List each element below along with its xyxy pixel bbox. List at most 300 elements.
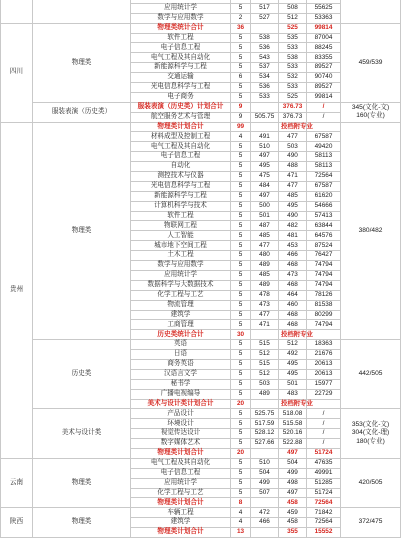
rank-cell: / xyxy=(307,102,341,112)
years-cell: 9 xyxy=(231,112,251,122)
min-score-cell: 468 xyxy=(279,320,307,330)
min-score-cell: 495 xyxy=(279,359,307,369)
min-score-cell: 453 xyxy=(279,241,307,251)
category-cell: 物理类 xyxy=(33,458,131,507)
years-cell: 5 xyxy=(231,241,251,251)
max-score-cell: 543 xyxy=(251,53,279,63)
min-score-cell: 468 xyxy=(279,261,307,271)
min-score-cell: 466 xyxy=(279,251,307,261)
min-score-cell: 464 xyxy=(279,290,307,300)
rank-cell: 58113 xyxy=(307,162,341,172)
max-score-cell: 472 xyxy=(251,508,279,518)
rank-cell: / xyxy=(307,439,341,449)
control-line-value: 353(文化-文) xyxy=(351,421,390,429)
min-score-cell: 533 xyxy=(279,83,307,93)
major-cell: 车辆工程 xyxy=(131,508,231,518)
rank-cell: 51285 xyxy=(307,478,341,488)
years-cell: 5 xyxy=(231,359,251,369)
years-cell: 5 xyxy=(231,83,251,93)
rank-cell: 63844 xyxy=(307,221,341,231)
major-cell: 物联网工程 xyxy=(131,221,231,231)
rank-cell: / xyxy=(307,112,341,122)
rank-cell: 53363 xyxy=(307,13,341,23)
years-cell: 5 xyxy=(231,142,251,152)
control-line-value: 345(文化-文) xyxy=(351,103,390,111)
major-cell: 应用统计学 xyxy=(131,270,231,280)
years-cell: 5 xyxy=(231,3,251,13)
category-cell: 美术与设计类 xyxy=(33,409,131,458)
major-cell: 城市地下空间工程 xyxy=(131,241,231,251)
years-cell: 5 xyxy=(231,251,251,261)
control-line-value: 304(文化-理) xyxy=(351,429,390,437)
years-cell: 6 xyxy=(231,73,251,83)
min-score-cell: 468 xyxy=(279,280,307,290)
years-cell: 5 xyxy=(231,201,251,211)
years-cell: 5 xyxy=(231,458,251,468)
years-cell: 4 xyxy=(231,132,251,142)
max-score-cell: 515 xyxy=(251,359,279,369)
major-cell: 光电信息科学与工程 xyxy=(131,83,231,93)
max-score-cell: 499 xyxy=(251,478,279,488)
rank-cell: / xyxy=(307,409,341,419)
years-cell: 5 xyxy=(231,33,251,43)
years-cell: 5 xyxy=(231,261,251,271)
min-score-cell: 投档附专业 xyxy=(279,399,307,409)
major-cell: 应用统计学 xyxy=(131,478,231,488)
min-score-cell: 508 xyxy=(279,3,307,13)
years-cell: 5 xyxy=(231,53,251,63)
control-line-value: 380/482 xyxy=(358,226,383,234)
years-cell: 5 xyxy=(231,419,251,429)
max-score-cell: 512 xyxy=(251,369,279,379)
min-score-cell: 492 xyxy=(279,350,307,360)
max-score-cell xyxy=(251,528,279,538)
max-score-cell xyxy=(251,399,279,409)
max-score-cell: 504 xyxy=(251,468,279,478)
max-score-cell: 495 xyxy=(251,162,279,172)
max-score-cell: 510 xyxy=(251,142,279,152)
max-score-cell: 497 xyxy=(251,152,279,162)
rank-cell: 80299 xyxy=(307,310,341,320)
major-cell: 英语 xyxy=(131,340,231,350)
years-cell: 30 xyxy=(231,330,251,340)
years-cell: 5 xyxy=(231,152,251,162)
max-score-cell: 536 xyxy=(251,83,279,93)
province-cell xyxy=(1,0,33,23)
table-row xyxy=(1,508,401,518)
max-score-cell xyxy=(251,122,279,132)
max-score-cell: 534 xyxy=(251,73,279,83)
province-cell: 四川 xyxy=(1,23,33,122)
major-cell: 电气工程及其自动化 xyxy=(131,142,231,152)
years-cell: 5 xyxy=(231,429,251,439)
rank-cell: 55625 xyxy=(307,3,341,13)
category-cell: 物理类 xyxy=(33,508,131,538)
rank-cell: 72564 xyxy=(307,518,341,528)
years-cell: 99 xyxy=(231,122,251,132)
max-score-cell xyxy=(251,102,279,112)
table-row xyxy=(1,340,401,350)
major-cell: 数字媒体艺术 xyxy=(131,439,231,449)
max-score-cell: 477 xyxy=(251,241,279,251)
min-score-cell: 532 xyxy=(279,73,307,83)
years-cell: 5 xyxy=(231,181,251,191)
max-score-cell xyxy=(251,23,279,33)
max-score-cell: 510 xyxy=(251,458,279,468)
province-cell: 陕西 xyxy=(1,508,33,538)
major-cell: 物流管理 xyxy=(131,300,231,310)
min-score-cell: 481 xyxy=(279,231,307,241)
rank-cell: 61620 xyxy=(307,191,341,201)
major-cell: 产品设计 xyxy=(131,409,231,419)
max-score-cell: 538 xyxy=(251,33,279,43)
rank-cell: 22729 xyxy=(307,389,341,399)
major-cell: 电子信息工程 xyxy=(131,43,231,53)
rank-cell: 88245 xyxy=(307,43,341,53)
years-cell: 5 xyxy=(231,340,251,350)
province-cell: 贵州 xyxy=(1,122,33,458)
major-cell: 交通运输 xyxy=(131,73,231,83)
major-cell: 秘书学 xyxy=(131,379,231,389)
years-cell: 5 xyxy=(231,488,251,498)
max-score-cell: 533 xyxy=(251,92,279,102)
rank-cell: 76427 xyxy=(307,251,341,261)
control-line-cell xyxy=(341,508,401,538)
max-score-cell: 478 xyxy=(251,290,279,300)
max-score-cell xyxy=(251,448,279,458)
years-cell: 20 xyxy=(231,448,251,458)
max-score-cell: 489 xyxy=(251,261,279,271)
max-score-cell: 512 xyxy=(251,350,279,360)
years-cell: 5 xyxy=(231,409,251,419)
max-score-cell: 507 xyxy=(251,488,279,498)
rank-cell: 99814 xyxy=(307,23,341,33)
rank-cell: 74794 xyxy=(307,280,341,290)
major-cell: 化学工程与工艺 xyxy=(131,488,231,498)
control-line-value: 160(专业) xyxy=(356,112,385,120)
major-cell: 电子商务 xyxy=(131,92,231,102)
min-score-cell: 471 xyxy=(279,172,307,182)
years-cell: 9 xyxy=(231,102,251,112)
rank-cell: 71842 xyxy=(307,508,341,518)
rank-cell: 20613 xyxy=(307,359,341,369)
major-cell: 服装表演（历史类）计划合计 xyxy=(131,102,231,112)
rank-cell: 87524 xyxy=(307,241,341,251)
major-cell: 环境设计 xyxy=(131,419,231,429)
min-score-cell: 477 xyxy=(279,181,307,191)
table-summary-row xyxy=(1,23,401,33)
max-score-cell: 500 xyxy=(251,201,279,211)
years-cell: 5 xyxy=(231,369,251,379)
rank-cell: / xyxy=(307,429,341,439)
major-cell: 光电信息科学与工程 xyxy=(131,181,231,191)
major-cell: 建筑学 xyxy=(131,518,231,528)
rank-cell: 58113 xyxy=(307,152,341,162)
min-score-cell: 499 xyxy=(279,468,307,478)
min-score-cell: 512 xyxy=(279,13,307,23)
max-score-cell: 536 xyxy=(251,43,279,53)
min-score-cell: 533 xyxy=(279,63,307,73)
min-score-cell: 460 xyxy=(279,300,307,310)
rank-cell: 49991 xyxy=(307,468,341,478)
rank-cell: 15552 xyxy=(307,528,341,538)
major-cell: 电气工程及其自动化 xyxy=(131,53,231,63)
major-cell: 人工智能 xyxy=(131,231,231,241)
max-score-cell: 475 xyxy=(251,172,279,182)
rank-cell: 74794 xyxy=(307,270,341,280)
years-cell: 5 xyxy=(231,350,251,360)
category-cell: 历史类 xyxy=(33,340,131,409)
category-cell: 物理类 xyxy=(33,122,131,340)
major-cell: 日语 xyxy=(131,350,231,360)
major-cell: 电子信息工程 xyxy=(131,468,231,478)
rank-cell: 72564 xyxy=(307,172,341,182)
max-score-cell: 505.75 xyxy=(251,112,279,122)
max-score-cell: 497 xyxy=(251,191,279,201)
min-score-cell: 525 xyxy=(279,23,307,33)
rank-cell: 74794 xyxy=(307,261,341,271)
years-cell: 5 xyxy=(231,270,251,280)
rank-cell: 18363 xyxy=(307,340,341,350)
min-score-cell: 501 xyxy=(279,379,307,389)
rank-cell: 57413 xyxy=(307,211,341,221)
rank-cell: 90740 xyxy=(307,73,341,83)
major-cell: 商务英语 xyxy=(131,359,231,369)
max-score-cell: 491 xyxy=(251,132,279,142)
years-cell: 5 xyxy=(231,439,251,449)
min-score-cell: 503 xyxy=(279,142,307,152)
max-score-cell: 517.59 xyxy=(251,419,279,429)
major-cell: 物理类计划合计 xyxy=(131,448,231,458)
control-line-cell xyxy=(341,102,401,122)
control-line-value: 180(专业) xyxy=(356,437,385,445)
min-score-cell: 535 xyxy=(279,33,307,43)
max-score-cell: 528.12 xyxy=(251,429,279,439)
max-score-cell: 477 xyxy=(251,310,279,320)
min-score-cell: 533 xyxy=(279,43,307,53)
min-score-cell: 525 xyxy=(279,92,307,102)
max-score-cell: 517 xyxy=(251,3,279,13)
control-line-cell xyxy=(341,458,401,507)
min-score-cell: 376.73 xyxy=(279,112,307,122)
years-cell: 5 xyxy=(231,468,251,478)
min-score-cell: 495 xyxy=(279,201,307,211)
major-cell: 新能源科学与工程 xyxy=(131,191,231,201)
major-cell: 应用统计学 xyxy=(131,3,231,13)
rank-cell: 87004 xyxy=(307,33,341,43)
rank-cell: 78126 xyxy=(307,290,341,300)
min-score-cell: 458 xyxy=(279,518,307,528)
max-score-cell: 485 xyxy=(251,231,279,241)
min-score-cell: 490 xyxy=(279,152,307,162)
min-score-cell: 投档附专业 xyxy=(279,330,307,340)
min-score-cell: 522.88 xyxy=(279,439,307,449)
years-cell: 5 xyxy=(231,43,251,53)
years-cell: 5 xyxy=(231,92,251,102)
max-score-cell: 515 xyxy=(251,340,279,350)
rank-cell: 81538 xyxy=(307,300,341,310)
rank-cell: 72564 xyxy=(307,498,341,508)
max-score-cell: 471 xyxy=(251,320,279,330)
years-cell: 5 xyxy=(231,191,251,201)
rank-cell: 64576 xyxy=(307,231,341,241)
max-score-cell: 501 xyxy=(251,211,279,221)
years-cell: 5 xyxy=(231,280,251,290)
table-summary-row xyxy=(1,102,401,112)
province-cell: 云南 xyxy=(1,458,33,507)
major-cell: 土木工程 xyxy=(131,251,231,261)
min-score-cell: 488 xyxy=(279,162,307,172)
table-row xyxy=(1,458,401,468)
control-line-cell xyxy=(341,23,401,102)
years-cell: 5 xyxy=(231,310,251,320)
major-cell: 美术与设计类计划合计 xyxy=(131,399,231,409)
years-cell: 5 xyxy=(231,478,251,488)
major-cell: 化学工程与工艺 xyxy=(131,290,231,300)
min-score-cell: 483 xyxy=(279,389,307,399)
major-cell: 计算机科学与技术 xyxy=(131,201,231,211)
min-score-cell: 459 xyxy=(279,508,307,518)
min-score-cell: 498 xyxy=(279,478,307,488)
major-cell: 测控技术与仪器 xyxy=(131,172,231,182)
rank-cell: 67587 xyxy=(307,132,341,142)
years-cell: 5 xyxy=(231,290,251,300)
control-line-value: 459/539 xyxy=(358,58,383,66)
major-cell: 建筑学 xyxy=(131,310,231,320)
major-cell: 航空服务艺术与管理 xyxy=(131,112,231,122)
years-cell: 5 xyxy=(231,389,251,399)
max-score-cell: 485 xyxy=(251,270,279,280)
min-score-cell: 468 xyxy=(279,310,307,320)
rank-cell: 51724 xyxy=(307,488,341,498)
years-cell: 20 xyxy=(231,399,251,409)
major-cell: 物理类统计合计 xyxy=(131,23,231,33)
category-cell xyxy=(33,0,131,23)
max-score-cell: 525.75 xyxy=(251,409,279,419)
years-cell: 5 xyxy=(231,221,251,231)
major-cell: 历史类统计合计 xyxy=(131,330,231,340)
major-cell: 数学与应用数学 xyxy=(131,13,231,23)
min-score-cell: 376.73 xyxy=(279,102,307,112)
min-score-cell: 515.58 xyxy=(279,419,307,429)
years-cell: 5 xyxy=(231,211,251,221)
major-cell: 材料成型及控制工程 xyxy=(131,132,231,142)
major-cell: 软件工程 xyxy=(131,211,231,221)
control-line-cell xyxy=(341,409,401,458)
years-cell: 8 xyxy=(231,498,251,508)
table-body xyxy=(1,0,401,537)
control-line-value: 420/505 xyxy=(358,478,383,486)
major-cell: 电子信息工程 xyxy=(131,152,231,162)
control-line-cell xyxy=(341,0,401,23)
major-cell: 数据科学与大数据技术 xyxy=(131,280,231,290)
min-score-cell: 458 xyxy=(279,498,307,508)
major-cell: 物理类计划合计 xyxy=(131,528,231,538)
min-score-cell: 497 xyxy=(279,448,307,458)
min-score-cell: 520.16 xyxy=(279,429,307,439)
min-score-cell: 490 xyxy=(279,211,307,221)
control-line-cell xyxy=(341,122,401,340)
major-cell: 软件工程 xyxy=(131,33,231,43)
major-cell: 数学与应用数学 xyxy=(131,261,231,271)
max-score-cell: 489 xyxy=(251,389,279,399)
min-score-cell: 497 xyxy=(279,488,307,498)
major-cell: 自动化 xyxy=(131,162,231,172)
control-line-value: 442/505 xyxy=(358,370,383,378)
major-cell: 视觉传达设计 xyxy=(131,429,231,439)
years-cell: 5 xyxy=(231,300,251,310)
min-score-cell: 477 xyxy=(279,132,307,142)
major-cell: 物理类计划合计 xyxy=(131,498,231,508)
years-cell: 5 xyxy=(231,231,251,241)
max-score-cell xyxy=(251,498,279,508)
table-row xyxy=(1,409,401,419)
max-score-cell: 537 xyxy=(251,63,279,73)
max-score-cell: 473 xyxy=(251,300,279,310)
min-score-cell: 504 xyxy=(279,458,307,468)
major-cell: 物理类计划合计 xyxy=(131,122,231,132)
max-score-cell: 489 xyxy=(251,280,279,290)
major-cell: 新能源科学与工程 xyxy=(131,63,231,73)
max-score-cell: 527 xyxy=(251,13,279,23)
min-score-cell: 482 xyxy=(279,221,307,231)
max-score-cell: 480 xyxy=(251,251,279,261)
max-score-cell: 484 xyxy=(251,181,279,191)
years-cell: 5 xyxy=(231,63,251,73)
rank-cell: 21676 xyxy=(307,350,341,360)
max-score-cell: 487 xyxy=(251,221,279,231)
min-score-cell: 512 xyxy=(279,340,307,350)
rank-cell: / xyxy=(307,419,341,429)
max-score-cell: 503 xyxy=(251,379,279,389)
rank-cell: 99814 xyxy=(307,92,341,102)
min-score-cell: 538 xyxy=(279,53,307,63)
major-cell: 广播电视编导 xyxy=(131,389,231,399)
min-score-cell: 355 xyxy=(279,528,307,538)
rank-cell: 20613 xyxy=(307,369,341,379)
years-cell: 5 xyxy=(231,379,251,389)
years-cell: 36 xyxy=(231,23,251,33)
min-score-cell: 518.08 xyxy=(279,409,307,419)
rank-cell: 67587 xyxy=(307,181,341,191)
major-cell: 电气工程及其自动化 xyxy=(131,458,231,468)
min-score-cell: 495 xyxy=(279,369,307,379)
rank-cell: 49420 xyxy=(307,142,341,152)
years-cell: 13 xyxy=(231,528,251,538)
years-cell: 5 xyxy=(231,162,251,172)
min-score-cell: 485 xyxy=(279,191,307,201)
years-cell: 5 xyxy=(231,320,251,330)
control-line-value: 372/475 xyxy=(358,518,383,526)
rank-cell: 83355 xyxy=(307,53,341,63)
major-cell: 工商管理 xyxy=(131,320,231,330)
rank-cell: 89527 xyxy=(307,83,341,93)
years-cell: 2 xyxy=(231,13,251,23)
max-score-cell: 527.66 xyxy=(251,439,279,449)
max-score-cell xyxy=(251,330,279,340)
rank-cell: 15977 xyxy=(307,379,341,389)
table-summary-row xyxy=(1,122,401,132)
control-line-cell xyxy=(341,340,401,409)
max-score-cell: 466 xyxy=(251,518,279,528)
category-cell: 服装表演（历史类） xyxy=(33,102,131,122)
rank-cell: 51724 xyxy=(307,448,341,458)
rank-cell: 89527 xyxy=(307,63,341,73)
rank-cell: 74794 xyxy=(307,320,341,330)
rank-cell: 54666 xyxy=(307,201,341,211)
years-cell: 4 xyxy=(231,508,251,518)
major-cell: 汉语言文学 xyxy=(131,369,231,379)
